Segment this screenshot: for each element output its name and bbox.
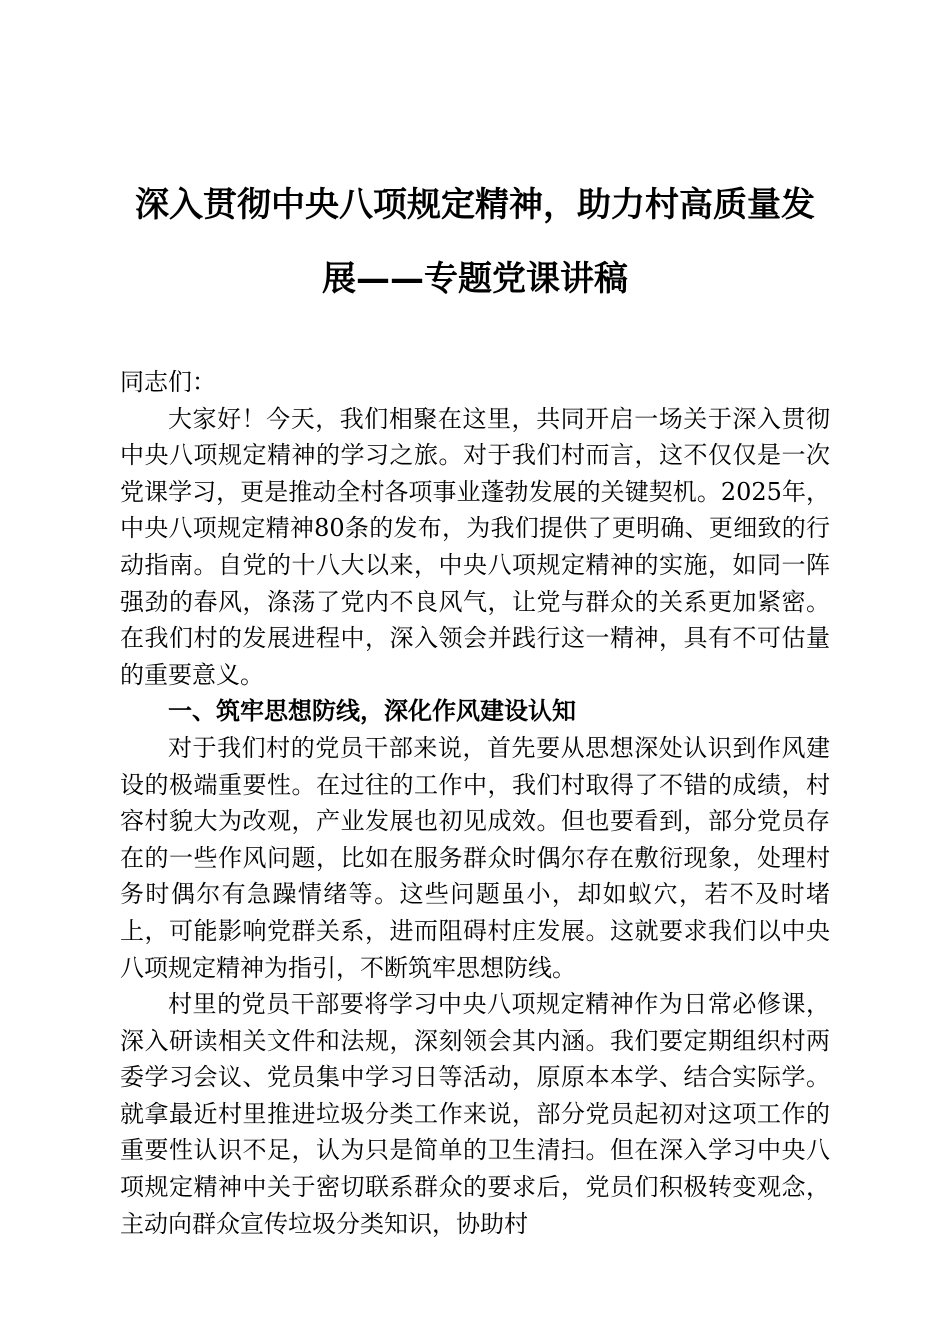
title-line-2: 展——专题党课讲稿 — [322, 259, 628, 299]
title-line-1: 深入贯彻中央八项规定精神，助力村高质量发 — [135, 185, 815, 225]
paragraph-section1-b: 村里的党员干部要将学习中央八项规定精神作为日常必修课，深入研读相关文件和法规，深刻领会其内涵。我们要定期组织村两委学习会议、党员集中学习日等活动，原原本本学、结合实际学。就拿最近村里推进垃圾分类工作来说，部分党员起初对这项工作的重要性认识不足，认为只是简单的卫生清扫。但在深入学习中央八项规定精神中关于密切联系群众的要求后，党员们积极转变观念，主动向群众宣传垃圾分类知识，协助村 — [120, 990, 830, 1238]
document-body — [120, 364, 830, 1242]
section-heading-1: 一、筑牢思想防线，深化作风建设认知 — [168, 697, 576, 726]
paragraph-intro: 大家好！今天，我们相聚在这里，共同开启一场关于深入贯彻中央八项规定精神的学习之旅。对于我们村而言，这不仅仅是一次党课学习，更是推动全村各项事业蓬勃发展的关键契机。2025年，中央八项规定精神80条的发布，为我们提供了更明确、更细致的行动指南。自党的十八大以来，中央八项规定精神的实施，如同一阵强劲的春风，涤荡了党内不良风气，让党与群众的关系更加紧密。在我们村的发展进程中，深入领会并践行这一精神，具有不可估量的重要意义。 — [120, 404, 830, 689]
document-title — [100, 168, 850, 316]
salutation: 同志们： — [120, 368, 216, 396]
paragraph-section1-a: 对于我们村的党员干部来说，首先要从思想深处认识到作风建设的极端重要性。在过往的工作中，我们村取得了不错的成绩，村容村貌大为改观，产业发展也初见成效。但也要看到，部分党员存在的一些作风问题，比如在服务群众时偶尔存在敷衍现象，处理村务时偶尔有急躁情绪等。这些问题虽小，却如蚁穴，若不及时堵上，可能影响党群关系，进而阻碍村庄发展。这就要求我们以中央八项规定精神为指引，不断筑牢思想防线。 — [120, 733, 830, 982]
